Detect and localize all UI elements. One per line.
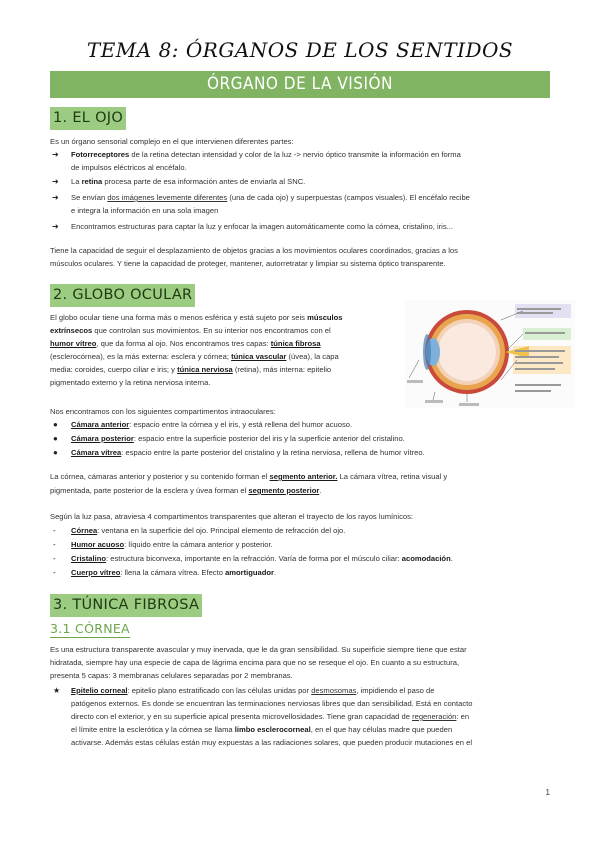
bullet-dot-icon: ● <box>53 420 58 429</box>
paragraph-line: media: coroides, cuerpo ciliar e iris; y túnica nerviosa (retina), más interna: epitelio <box>50 365 332 374</box>
dash-bullet-icon: - <box>53 540 56 549</box>
bullet-imagenes: Se envían dos imágenes levemente diferentes (una de cada ojo) y superpuestas (campos visuales). El encéfalo recibe <box>71 193 470 202</box>
bullet-retina: La retina procesa parte de esa información antes de enviarla al SNC. <box>71 177 306 186</box>
rays-intro: Según la luz pasa, atraviesa 4 compartimentos transparentes que alteran el trayecto de los rayos lumínicos: <box>50 512 414 521</box>
paragraph-line: activarse. Además estas células están muy expuestas a las radiaciones solares, que pueden producir mutaciones en el <box>71 738 473 747</box>
paragraph-line: hidratada, siempre hay una especie de capa de lágrima encima para que no se reseque el ojo. En cuanto a su estructura, <box>50 658 460 667</box>
section-banner: ÓRGANO DE LA VISIÓN <box>50 71 550 98</box>
dash-bullet-icon: - <box>53 526 56 535</box>
bullet-continuation: e integra la información en una sola imagen <box>71 206 219 215</box>
paragraph-line: directo con el exterior, y en su superficie apical presenta microvellosidades. Tiene gran capacidad de regeneración: en <box>71 712 470 721</box>
bullet-estructuras: Encontramos estructuras para captar la luz y enfocar la imagen automáticamente como la córnea, cristalino, iris... <box>71 222 453 231</box>
eye-diagram-image <box>405 300 575 408</box>
arrow-bullet-icon: ➜ <box>52 177 59 186</box>
paragraph-line: Es una estructura transparente avascular y muy inervada, que le da gran sensibilidad. Su superficie siempre tiene que estar <box>50 645 467 654</box>
arrow-bullet-icon: ➜ <box>52 150 59 159</box>
dash-bullet-icon: - <box>53 568 56 577</box>
paragraph-line: extrínsecos que controlan sus movimientos. En su interior nos encontramos con el <box>50 326 331 335</box>
ray-item: Córnea: ventana en la superficie del ojo. Principal elemento de refracción del ojo. <box>71 526 346 535</box>
paragraph-line: músculos oculares. Y tiene la capacidad de proteger, mantener, autorretratar y limpiar su sistema óptico transparente. <box>50 259 446 268</box>
ray-item: Cuerpo vítreo: llena la cámara vítrea. Efecto amortiguador. <box>71 568 277 577</box>
compartments-intro: Nos encontramos con los siguientes compartimentos intraoculares: <box>50 407 276 416</box>
subheading-cornea: 3.1 CÓRNEA <box>50 621 130 636</box>
bullet-dot-icon: ● <box>53 448 58 457</box>
ray-item: Humor acuoso: líquido entre la cámara anterior y posterior. <box>71 540 273 549</box>
paragraph-line: Tiene la capacidad de seguir el desplazamiento de objetos gracias a los movimientos oculares coordinados, gracias a los <box>50 246 458 255</box>
ray-item: Cristalino: estructura biconvexa, importante en la refracción. Varía de forma por el músculo ciliar: acomodación. <box>71 554 453 563</box>
paragraph-line: La córnea, cámaras anterior y posterior y su contenido forman el segmento anterior. La cámara vítrea, retina visual y <box>50 472 448 481</box>
bullet-dot-icon: ● <box>53 434 58 443</box>
paragraph-line: presenta 5 capas: 3 membranas celulares separadas por 2 membranas. <box>50 671 293 680</box>
paragraph-line: patógenos externos. Es donde se encuentran las terminaciones nerviosas libres que dan sensibilidad. Está en contacto <box>71 699 473 708</box>
page-number: 1 <box>545 788 550 797</box>
bullet-continuation: de impulsos eléctricos al encéfalo. <box>71 163 187 172</box>
paragraph-line: humor vítreo, que da forma al ojo. Nos encontramos tres capas: túnica fibrosa <box>50 339 321 348</box>
compartment-item: Cámara vítrea: espacio entre la parte posterior del cristalino y la retina nerviosa, rellena de humor vítreo. <box>71 448 425 457</box>
paragraph-line: El globo ocular tiene una forma más o menos esférica y está sujeto por seis músculos <box>50 313 343 322</box>
compartment-item: Cámara posterior: espacio entre la superficie posterior del iris y la superficie anterior del cristalino. <box>71 434 405 443</box>
heading-el-ojo: 1. EL OJO <box>50 107 126 130</box>
heading-globo-ocular: 2. GLOBO OCULAR <box>50 284 195 307</box>
paragraph-line: el límite entre la esclerótica y la córnea se llama limbo esclerocorneal, en el que hay células madre que pueden <box>71 725 453 734</box>
paragraph-line: Epitelio corneal: epitelio plano estratificado con las células unidas por desmosomas, impidiendo el paso de <box>71 686 435 695</box>
dash-bullet-icon: - <box>53 554 56 563</box>
heading-tunica-fibrosa: 3. TÚNICA FIBROSA <box>50 594 202 617</box>
arrow-bullet-icon: ➜ <box>52 193 59 202</box>
star-bullet-icon: ★ <box>53 686 61 695</box>
arrow-bullet-icon: ➜ <box>52 222 59 231</box>
intro-text: Es un órgano sensorial complejo en el que intervienen diferentes partes: <box>50 137 294 146</box>
paragraph-line: pigmentado externo y la retina nerviosa interna. <box>50 378 211 387</box>
bullet-fotorreceptores: Fotorreceptores de la retina detectan intensidad y color de la luz -> nervio óptico transmite la información en forma <box>71 150 461 159</box>
document-title: TEMA 8: ÓRGANOS DE LOS SENTIDOS <box>86 38 514 62</box>
paragraph-line: (esclerocórnea), es la más externa: esclera y córnea; túnica vascular (úvea), la capa <box>50 352 339 361</box>
compartment-item: Cámara anterior: espacio entre la córnea y el iris, y está rellena del humor acuoso. <box>71 420 353 429</box>
paragraph-line: pigmentada, parte posterior de la esclera y úvea forman el segmento posterior. <box>50 486 322 495</box>
